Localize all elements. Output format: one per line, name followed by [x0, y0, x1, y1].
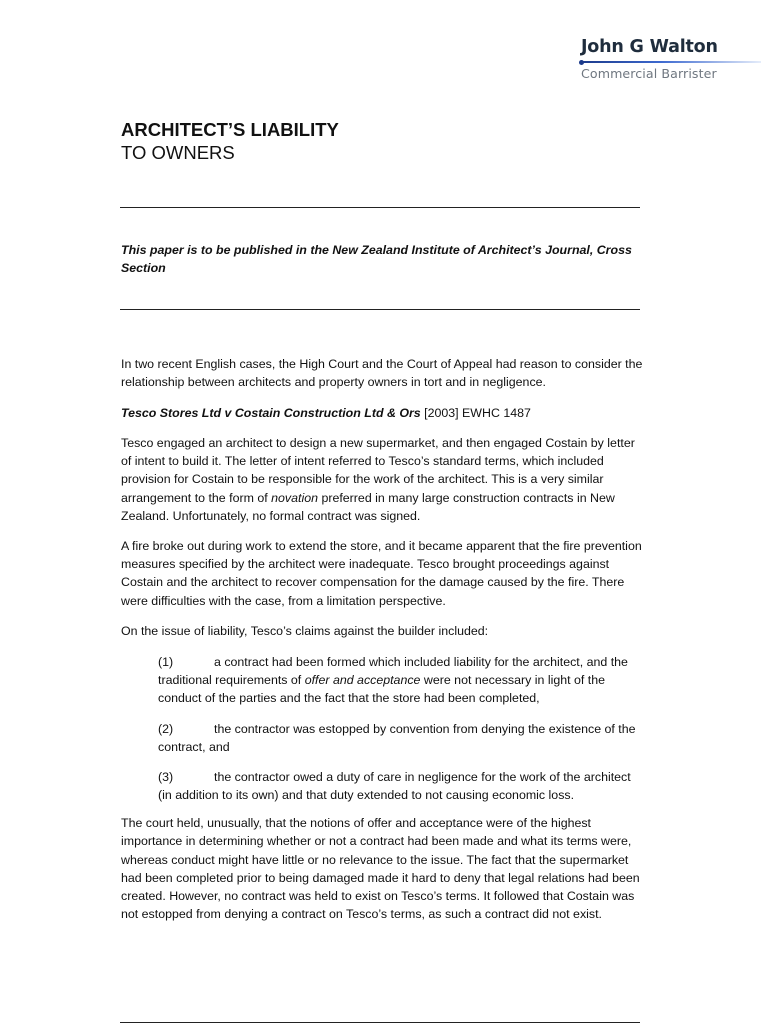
title-sub: TO OWNERS: [121, 142, 235, 163]
paragraph-fire: A fire broke out during work to extend the store, and it became apparent that the fire prevention measures specified by the architect were inadequate. Tesco brought proceedings against Costain and the architect to recover compensation for the damage caused by the fire. There were difficulties with the case, from a limitation perspective.: [121, 539, 642, 608]
term-offer-acceptance: offer and acceptance: [304, 672, 421, 687]
brand-subtitle: Commercial Barrister: [581, 66, 717, 81]
brand-block: [581, 37, 761, 81]
list-item-number: (1): [158, 654, 174, 669]
list-item-text-a: a contract had been formed which included liability for the architect, and the traditional requirements of: [158, 654, 628, 687]
list-item: [158, 653, 647, 707]
case-heading: [121, 404, 647, 422]
list-item: [158, 768, 647, 804]
case-name: Tesco Stores Ltd v Costain Construction Ltd & Ors: [121, 405, 421, 420]
paragraph-facts-part-a: Tesco engaged an architect to design a new supermarket, and then engaged Costain by letter of intent to build it. The letter of intent referred to Tesco’s standard terms, which included provision for Costain to be responsible for the work of the architect. This is a very similar arrangement to the form of: [121, 436, 635, 505]
publication-note: This paper is to be published in the New Zealand Institute of Architect’s Journal, Cross Section: [121, 243, 632, 275]
case-citation: [2003] EWHC 1487: [420, 405, 531, 420]
title-main: ARCHITECT’S LIABILITY: [121, 119, 339, 140]
list-item-number: (2): [158, 721, 174, 736]
paragraph-liability: On the issue of liability, Tesco’s claims against the builder included:: [121, 624, 489, 639]
term-novation: novation: [271, 490, 318, 505]
brand-underline: [580, 61, 761, 63]
divider-middle: [120, 309, 640, 310]
paragraph-holding: The court held, unusually, that the notions of offer and acceptance were of the highest importance in determining whether or not a contract had been made and what its terms were, whereas conduct might have little or no relevance to the issue. The fact that the supermarket had been completed prior to being damaged made it hard to deny that legal relations had been created. However, no contract was held to exist on Tesco’s terms. It followed that Costain was not estopped from denying a contract on Tesco’s terms, as such a contract did not exist.: [121, 816, 640, 921]
document-title: [121, 118, 339, 164]
brand-dot-icon: [579, 60, 584, 65]
brand-name: John G Walton: [581, 37, 718, 57]
paragraph-intro: In two recent English cases, the High Court and the Court of Appeal had reason to consider the relationship between architects and property owners in tort and in negligence.: [121, 357, 643, 390]
list-item-number: (3): [158, 770, 174, 785]
paragraph-facts: [121, 434, 647, 524]
list-item-text: the contractor was estopped by convention from denying the existence of the contract, and: [158, 721, 636, 754]
article-body: [121, 355, 647, 935]
list-item-text-b: were not necessary in light of the conduct of the parties and the fact that the store had been completed,: [158, 672, 606, 705]
list-item-text: the contractor owed a duty of care in negligence for the work of the architect (in addition to its own) and that duty extended to not causing economic loss.: [158, 770, 631, 803]
list-item: [158, 720, 647, 756]
paragraph-facts-part-b: preferred in many large construction contracts in New Zealand. Unfortunately, no formal contract was signed.: [121, 490, 615, 523]
divider-top: [120, 207, 640, 208]
divider-bottom: [120, 1022, 640, 1023]
